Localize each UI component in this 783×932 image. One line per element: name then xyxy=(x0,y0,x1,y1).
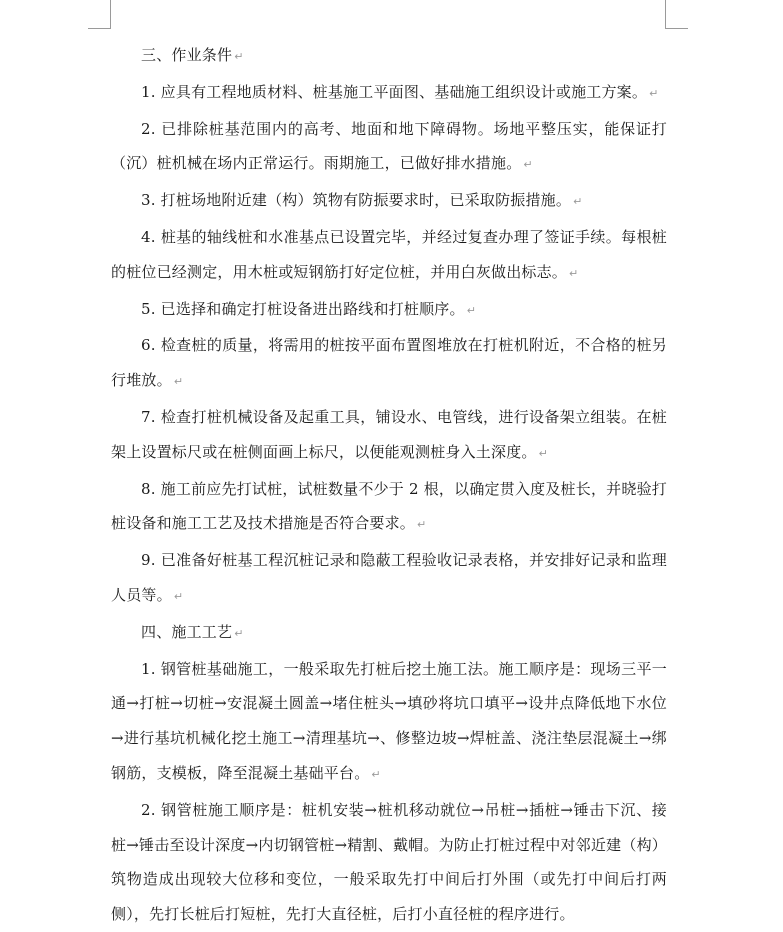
paragraph-mark-icon: ↵ xyxy=(173,375,184,389)
paragraph-process-1: 1. 钢管桩基础施工，一般采取先打桩后挖土施工法。施工顺序是：现场三平一通→打桩→切桩→安混凝土圆盖→堵住桩头→填砂将坑口填平→设井点降低地下水位→进行基坑机械化挖土施工→清理基坑→、修整边坡→焊桩盖、浇注垫层混凝土→绑钢筋，支模板，降至混凝土基础平台。 ↵ xyxy=(111,659,667,782)
margin-corner-top-right xyxy=(665,0,688,29)
paragraph-condition-4: 4. 桩基的轴线桩和水准基点已设置完毕，并经过复查办理了签证手续。每根桩的桩位已经测定，用木桩或短钢筋打好定位桩，并用白灰做出标志。 ↵ xyxy=(111,227,667,281)
paragraph-condition-8: 8. 施工前应先打试桩，试桩数量不少于 2 根，以确定贯入度及桩长，并晓验打桩设备和施工工艺及技术措施是否符合要求。 ↵ xyxy=(111,479,667,533)
document-body[interactable] xyxy=(111,38,667,932)
paragraph-mark-icon: ↵ xyxy=(649,86,659,100)
paragraph-mark-icon: ↵ xyxy=(417,518,427,532)
paragraph-mark-icon: ↵ xyxy=(234,50,244,63)
margin-corner-top-left xyxy=(88,0,111,29)
heading-work-conditions: 三、作业条件 ↵ xyxy=(141,46,244,64)
paragraph-condition-1: 1. 应具有工程地质材料、桩基施工平面图、基础施工组织设计或施工方案。 ↵ xyxy=(141,82,659,101)
paragraph-condition-3: 3. 打桩场地附近建（构）筑物有防振要求时，已采取防振措施。 ↵ xyxy=(141,191,583,210)
paragraph-mark-icon: ↵ xyxy=(573,195,583,209)
paragraph-mark-icon: ↵ xyxy=(371,767,381,781)
paragraph-condition-2: 2. 已排除桩基范围内的高考、地面和地下障碍物。场地平整压实，能保证打（沉）桩机械在场内正常运行。雨期施工，已做好排水措施。 ↵ xyxy=(111,119,667,173)
paragraph-mark-icon: ↵ xyxy=(234,626,244,640)
paragraph-mark-icon: ↵ xyxy=(466,303,477,317)
paragraph-condition-7: 7. 检查打桩机械设备及起重工具，铺设水、电管线，进行设备架立组装。在桩架上设置标尺或在桩侧面画上标尺，以便能观测桩身入土深度。 ↵ xyxy=(111,407,667,461)
paragraph-mark-icon: ↵ xyxy=(523,158,533,172)
paragraph-condition-9: 9. 已准备好桩基工程沉桩记录和隐蔽工程验收记录表格，并安排好记录和监理人员等。 ↵ xyxy=(111,551,667,604)
paragraph-process-2: 2. 钢管桩施工顺序是：桩机安装→桩机移动就位→吊桩→插桩→锤击下沉、接桩→锤击至设计深度→内切钢管桩→精割、戴帽。为防止打桩过程中对邻近建（构）筑物造成出现较大位移和变位，一般采取先打中间后打外围（或先打中间后打两侧），先打长桩后打短桩，先打大直径桩，后打小直径桩的程序进行。 xyxy=(111,800,667,924)
paragraph-mark-icon: ↵ xyxy=(569,266,579,280)
paragraph-condition-5: 5. 已选择和确定打桩设备进出路线和打桩顺序。 ↵ xyxy=(141,299,477,318)
paragraph-mark-icon: ↵ xyxy=(173,589,184,603)
paragraph-condition-6: 6. 检查桩的质量，将需用的桩按平面布置图堆放在打桩机附近，不合格的桩另行堆放。 ↵ xyxy=(111,336,667,390)
paragraph-mark-icon: ↵ xyxy=(538,446,549,460)
heading-construction-process: 四、施工工艺 ↵ xyxy=(141,622,244,641)
